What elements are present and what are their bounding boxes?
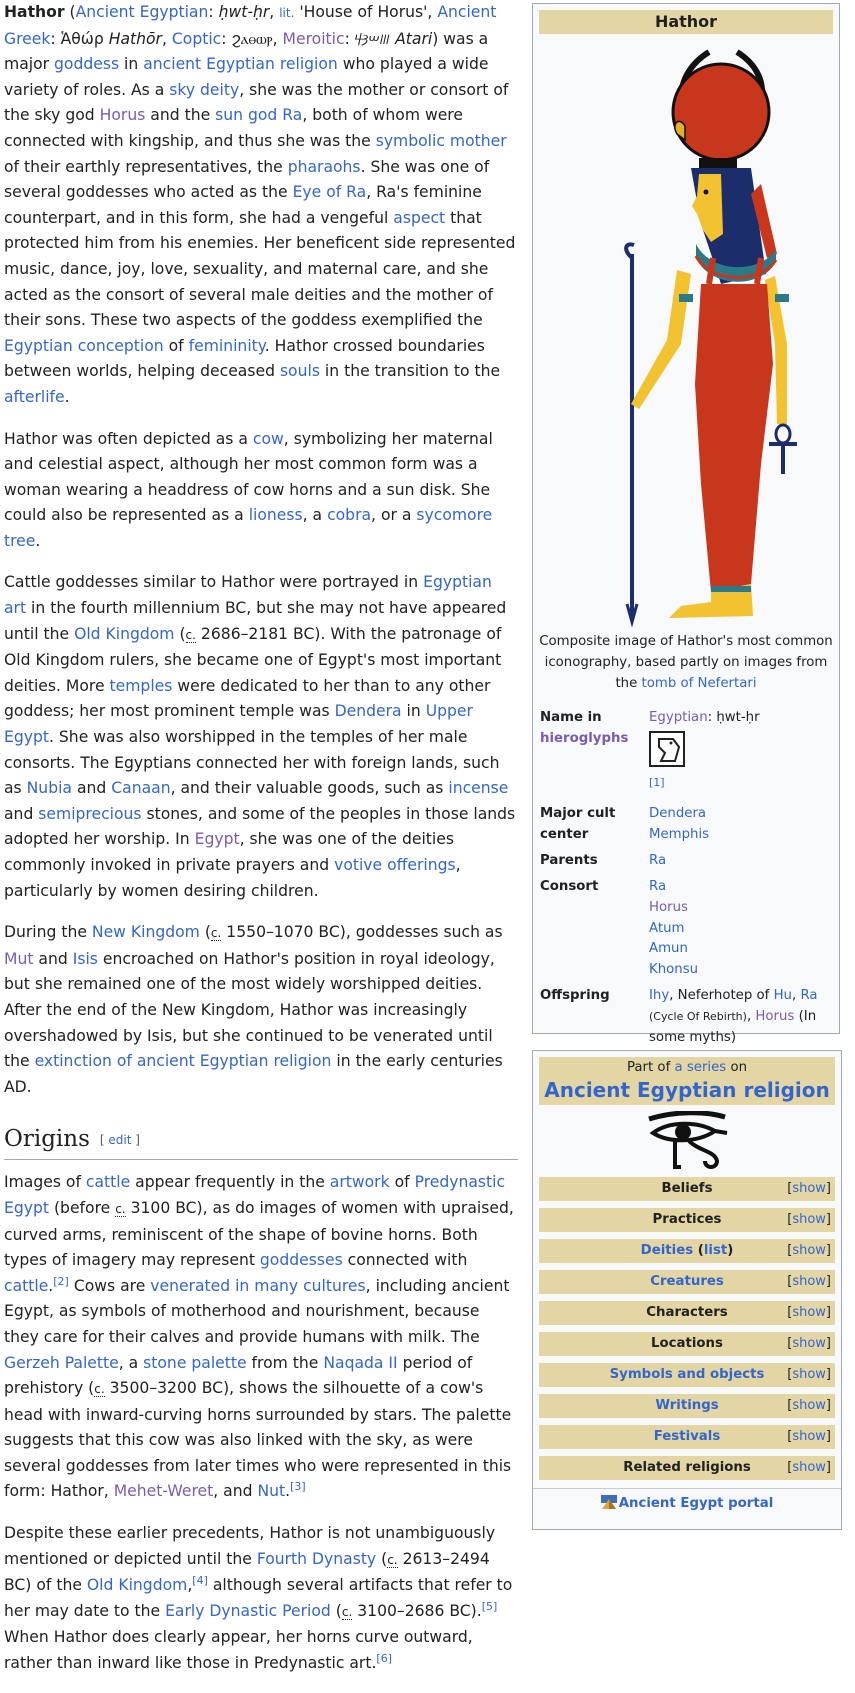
link-semiprecious[interactable]: semiprecious bbox=[38, 804, 142, 823]
link-ra-consort[interactable]: Ra bbox=[649, 879, 667, 894]
paragraph-new-kingdom bbox=[4, 920, 518, 1100]
meroitic-name: 𐦤𐦫𐦯𐦢 bbox=[354, 29, 391, 48]
link-artwork[interactable]: artwork bbox=[329, 1173, 390, 1192]
circa-abbr: c. bbox=[210, 926, 222, 941]
text: of bbox=[389, 1173, 415, 1192]
text: Part of bbox=[626, 1060, 675, 1075]
show-link[interactable]: show bbox=[792, 1336, 826, 1351]
link-atum[interactable]: Atum bbox=[649, 920, 685, 936]
section-symbols[interactable] bbox=[539, 1363, 835, 1387]
link-mehet-weret[interactable]: Mehet-Weret bbox=[113, 1482, 214, 1501]
text: , bbox=[161, 29, 172, 48]
bracket: ] bbox=[131, 1133, 140, 1148]
show-toggle[interactable] bbox=[787, 1363, 831, 1387]
show-link[interactable]: show bbox=[792, 1460, 826, 1475]
section-creatures[interactable] bbox=[539, 1270, 835, 1294]
text: period of prehistory ( bbox=[4, 1353, 473, 1398]
text: 3100 BC), as do images of women with upraised, curved arms, reminiscent of the shape of bovine horns. Both types of imagery may represent bbox=[4, 1198, 514, 1270]
row-value bbox=[649, 804, 839, 846]
bracket: ] bbox=[825, 1429, 831, 1444]
portal-row bbox=[533, 1488, 841, 1511]
text: , symbolizing her maternal and celestial aspect, although her most common form was a woman wearing a headdress of cow horns and a sun disk. She could also be represented as a bbox=[4, 429, 493, 525]
link-ancient-egyptian[interactable]: Ancient Egyptian bbox=[75, 3, 209, 21]
link-femininity[interactable]: femininity bbox=[188, 336, 265, 355]
link-canaan[interactable]: Canaan bbox=[111, 779, 171, 798]
text: Cows are bbox=[68, 1276, 151, 1295]
show-toggle[interactable] bbox=[787, 1425, 831, 1449]
article-body bbox=[4, 0, 518, 1693]
text: , Ra's feminine counterpart, and in this form, she had a vengeful bbox=[4, 183, 482, 227]
infobox bbox=[532, 3, 840, 1045]
text: in bbox=[401, 702, 426, 721]
circa-abbr: c. bbox=[341, 1604, 353, 1619]
show-toggle[interactable] bbox=[787, 1270, 831, 1294]
bracket: ] bbox=[825, 1398, 831, 1413]
edit-link[interactable]: edit bbox=[108, 1133, 132, 1148]
text: although several artifacts that refer to her may date to the bbox=[4, 1576, 513, 1620]
section-writings[interactable] bbox=[539, 1394, 835, 1418]
link-naqada[interactable]: Naqada II bbox=[323, 1353, 398, 1372]
bracket: ] bbox=[825, 1336, 831, 1351]
heading-text: Origins bbox=[4, 1126, 90, 1153]
paragraph-origins-1 bbox=[4, 1170, 518, 1505]
link-lit[interactable]: lit. bbox=[279, 6, 295, 20]
link-hu[interactable]: Hu bbox=[773, 987, 792, 1003]
bracket: ] bbox=[825, 1460, 831, 1475]
transliteration: ḥwt-ḥr bbox=[218, 3, 270, 21]
show-link[interactable]: show bbox=[792, 1274, 826, 1289]
link-ra-offspring[interactable]: Ra bbox=[800, 987, 818, 1003]
circa-abbr: c. bbox=[387, 1552, 398, 1567]
row-parents bbox=[533, 851, 839, 872]
link-cow[interactable]: cow bbox=[252, 429, 284, 448]
section-label: Beliefs bbox=[661, 1181, 713, 1196]
show-link[interactable]: show bbox=[792, 1429, 826, 1444]
link-sycomore[interactable]: sycomore tree bbox=[4, 506, 493, 550]
link-horus-offspring[interactable]: Horus bbox=[755, 1008, 795, 1024]
text: ( bbox=[64, 3, 76, 21]
text: 2686–2181 BC). With the patronage of Old Kingdom rulers, she became one of Egypt's most important deities. More bbox=[4, 624, 502, 695]
text: ( bbox=[693, 1243, 704, 1258]
text: During the bbox=[4, 923, 92, 942]
row-value bbox=[649, 708, 839, 799]
link-old-kingdom-2[interactable]: Old Kingdom bbox=[86, 1576, 188, 1595]
infobox-rows bbox=[533, 708, 839, 1048]
text: , she was the mother or consort of the sky god bbox=[4, 80, 509, 125]
show-toggle[interactable] bbox=[787, 1394, 831, 1418]
circa-abbr: c. bbox=[94, 1382, 105, 1397]
link-pharaohs[interactable]: pharaohs bbox=[287, 157, 361, 176]
row-label: Major cult center bbox=[540, 806, 616, 842]
text: Images of bbox=[4, 1173, 86, 1192]
sidebar-header bbox=[539, 1057, 835, 1105]
link-lioness[interactable]: lioness bbox=[248, 506, 303, 525]
coptic-name: ϩⲁⲑⲱⲣ bbox=[231, 29, 273, 48]
value-text: , bbox=[746, 1008, 756, 1024]
show-toggle[interactable] bbox=[787, 1239, 831, 1263]
row-label bbox=[540, 708, 645, 750]
text: : bbox=[208, 3, 219, 21]
show-link[interactable]: show bbox=[792, 1398, 826, 1413]
section-characters[interactable] bbox=[539, 1301, 835, 1325]
bracket: ] bbox=[825, 1212, 831, 1227]
row-label: Consort bbox=[540, 879, 599, 894]
show-link[interactable]: show bbox=[792, 1367, 826, 1382]
row-value bbox=[649, 877, 839, 981]
link-egypt[interactable]: Egypt bbox=[194, 830, 240, 849]
section-festivals[interactable] bbox=[539, 1425, 835, 1449]
paragraph-origins-2 bbox=[4, 1521, 518, 1677]
link-ancient-egypt-portal[interactable]: Ancient Egypt portal bbox=[618, 1496, 774, 1511]
row-value bbox=[649, 851, 839, 872]
link-deities-list[interactable]: list bbox=[703, 1243, 728, 1258]
hathor-image[interactable] bbox=[561, 44, 811, 628]
link-amun[interactable]: Amun bbox=[649, 941, 688, 957]
text: . She was one of several goddesses who acted as the bbox=[4, 157, 490, 202]
link-tomb-of-nefertari[interactable]: tomb of Nefertari bbox=[641, 675, 757, 691]
circa-abbr: c. bbox=[115, 1201, 126, 1216]
bracket: ] bbox=[825, 1305, 831, 1320]
text: Cattle goddesses similar to Hathor were portrayed in bbox=[4, 573, 424, 592]
text: ) was a major bbox=[4, 29, 489, 74]
link-mut[interactable]: Mut bbox=[4, 949, 34, 968]
link-symbolic-mother[interactable]: symbolic mother bbox=[375, 131, 507, 150]
show-toggle[interactable] bbox=[787, 1332, 831, 1356]
link-venerated[interactable]: venerated in many cultures bbox=[150, 1276, 366, 1295]
section-label: Locations bbox=[651, 1336, 723, 1351]
link-egyptian-art[interactable]: Egyptian art bbox=[4, 573, 492, 618]
ref-1[interactable]: [1] bbox=[649, 775, 665, 789]
paragraph-history bbox=[4, 570, 518, 904]
link-eye-of-ra[interactable]: Eye of Ra bbox=[292, 183, 367, 202]
circa-abbr: c. bbox=[185, 627, 196, 642]
link-sun-god-ra[interactable]: sun god Ra bbox=[215, 106, 303, 125]
text: , bbox=[269, 3, 280, 21]
text: ( bbox=[330, 1601, 342, 1620]
ref-3[interactable]: [3] bbox=[290, 1480, 306, 1494]
paragraph-depiction bbox=[4, 427, 518, 555]
show-link[interactable]: show bbox=[792, 1212, 826, 1227]
link-a-series[interactable]: a series bbox=[674, 1060, 727, 1075]
bracket: ] bbox=[825, 1243, 831, 1258]
pyramid-icon bbox=[601, 1495, 617, 1509]
link-hieroglyphs[interactable]: hieroglyphs bbox=[540, 731, 629, 747]
bracket: ] bbox=[825, 1367, 831, 1382]
ref-4[interactable]: [4] bbox=[192, 1574, 208, 1588]
link-dendera[interactable]: Dendera bbox=[334, 702, 402, 721]
text: were dedicated to her than to any other goddess; her most prominent temple was bbox=[4, 676, 491, 721]
text: , bbox=[187, 1576, 193, 1595]
text: appear frequently in the bbox=[130, 1173, 330, 1192]
link-predynastic[interactable]: Predynastic Egypt bbox=[4, 1173, 506, 1217]
link-creatures[interactable]: Creatures bbox=[650, 1274, 724, 1289]
row-label: Offspring bbox=[540, 987, 610, 1003]
text: and bbox=[71, 779, 112, 798]
text: , and their valuable goods, such as bbox=[170, 779, 449, 798]
link-meroitic[interactable]: Meroitic bbox=[282, 29, 345, 48]
text: on bbox=[726, 1060, 748, 1075]
link-souls[interactable]: souls bbox=[279, 362, 320, 381]
link-votive-offerings[interactable]: votive offerings bbox=[334, 856, 456, 874]
section-practices[interactable] bbox=[539, 1208, 835, 1232]
link-goddesses[interactable]: goddesses bbox=[259, 1251, 343, 1270]
text: 2613–2494 BC) of the bbox=[4, 1549, 490, 1595]
text: Despite these earlier precedents, Hathor is not unambiguously mentioned or depicted until the bbox=[4, 1524, 496, 1568]
link-dendera-ib[interactable]: Dendera bbox=[649, 806, 707, 822]
show-toggle[interactable] bbox=[787, 1456, 831, 1480]
ref-5[interactable]: [5] bbox=[481, 1599, 498, 1613]
bracket: [ bbox=[787, 1243, 793, 1258]
link-egyptian[interactable]: Egyptian bbox=[649, 710, 708, 726]
bracket: [ bbox=[787, 1429, 793, 1444]
show-toggle[interactable] bbox=[787, 1301, 831, 1325]
sidebar-sections bbox=[533, 1177, 841, 1480]
text: encroached on Hathor's position in royal ideology, but she remained one of the most widely worshipped deities. After the end of the New Kingdom, Hathor was increasingly overshadowed by Isis, but she continued to be venerated until the bbox=[4, 949, 495, 1071]
text: When Hathor does clearly appear, her horns curve outward, rather than inward like those in Predynastic art. bbox=[4, 1628, 473, 1673]
text: . bbox=[64, 387, 70, 406]
text: from the bbox=[246, 1353, 324, 1372]
value-text: : ḥwt-ḥr bbox=[707, 710, 760, 726]
infobox-caption bbox=[533, 632, 839, 694]
link-horus[interactable]: Horus bbox=[99, 106, 146, 125]
edit-section bbox=[100, 1133, 140, 1147]
value-text: (In some myths) bbox=[649, 1008, 817, 1045]
link-sky-deity[interactable]: sky deity bbox=[169, 80, 240, 99]
text: of bbox=[163, 336, 189, 355]
link-cattle-2[interactable]: cattle bbox=[4, 1276, 49, 1295]
link-cattle[interactable]: cattle bbox=[85, 1173, 131, 1192]
link-new-kingdom[interactable]: New Kingdom bbox=[91, 923, 200, 942]
link-ra-parent[interactable]: Ra bbox=[649, 853, 667, 869]
link-festivals[interactable]: Festivals bbox=[653, 1429, 721, 1444]
bracket: [ bbox=[787, 1212, 793, 1227]
row-major-cult-center bbox=[533, 804, 839, 846]
bracket: ] bbox=[825, 1274, 831, 1289]
section-beliefs[interactable] bbox=[539, 1177, 835, 1201]
ref-6[interactable]: [6] bbox=[376, 1651, 393, 1665]
text: connected with bbox=[342, 1251, 468, 1270]
value-text: , Neferhotep of bbox=[669, 987, 774, 1003]
text: stones, and some of the peoples in those lands adopted her worship. In bbox=[4, 804, 516, 849]
link-temples[interactable]: temples bbox=[109, 676, 173, 695]
greek-transliteration: Hathōr bbox=[108, 29, 162, 48]
text: , a bbox=[118, 1353, 144, 1372]
text: in the transition to the bbox=[319, 362, 501, 381]
link-writings[interactable]: Writings bbox=[655, 1398, 719, 1413]
value-small: (Cycle Of Rebirth) bbox=[649, 1009, 747, 1023]
link-ihy[interactable]: Ihy bbox=[649, 987, 670, 1003]
text: 1550–1070 BC), goddesses such as bbox=[221, 923, 503, 942]
section-label: Characters bbox=[646, 1305, 728, 1320]
show-toggle[interactable] bbox=[787, 1177, 831, 1201]
text: ( bbox=[174, 624, 186, 643]
link-aspect[interactable]: aspect bbox=[393, 208, 446, 227]
text: ( bbox=[199, 923, 211, 942]
value-text: , bbox=[792, 987, 801, 1003]
text: 3100–2686 BC). bbox=[352, 1601, 482, 1620]
intro-paragraph bbox=[4, 0, 518, 411]
link-memphis[interactable]: Memphis bbox=[649, 827, 710, 842]
text: , or a bbox=[371, 506, 417, 525]
bracket: [ bbox=[787, 1336, 793, 1351]
ref-2[interactable]: [2] bbox=[53, 1274, 69, 1288]
text: in bbox=[119, 55, 144, 74]
text: 3500–3200 BC), shows the silhouette of a cow's head with inward-curving horns surrounded by stars. The palette suggests that this cow was also linked with the sky, as were several goddesses from later times who were represented in this form: Hathor, bbox=[4, 1379, 512, 1501]
link-deities[interactable]: Deities bbox=[640, 1243, 694, 1258]
link-symbols[interactable]: Symbols and objects bbox=[609, 1367, 765, 1382]
label-text: Name in bbox=[540, 710, 602, 726]
link-extinction[interactable]: extinction of ancient Egyptian religion bbox=[34, 1052, 332, 1071]
section-label: Practices bbox=[652, 1212, 722, 1227]
infobox-title: Hathor bbox=[539, 10, 833, 34]
bracket: [ bbox=[787, 1398, 793, 1413]
link-egyptian-conception[interactable]: Egyptian conception bbox=[4, 336, 164, 355]
meroitic-transliteration: Atari bbox=[395, 29, 433, 48]
link-incense[interactable]: incense bbox=[448, 779, 509, 798]
section-locations[interactable] bbox=[539, 1332, 835, 1356]
link-goddess[interactable]: goddess bbox=[54, 55, 120, 74]
text: ( bbox=[376, 1549, 388, 1568]
text: 'House of Horus', bbox=[294, 3, 438, 21]
link-coptic[interactable]: Coptic bbox=[171, 29, 222, 48]
link-khonsu[interactable]: Khonsu bbox=[649, 962, 699, 978]
hieroglyph-icon bbox=[649, 731, 685, 767]
series-sidebar bbox=[532, 1050, 842, 1530]
link-horus-consort[interactable]: Horus bbox=[649, 899, 688, 915]
text: , a bbox=[302, 506, 328, 525]
text: in the early centuries AD. bbox=[4, 1052, 503, 1096]
article-subject: Hathor bbox=[4, 3, 65, 21]
greek-name: Ἁθώρ bbox=[60, 29, 104, 48]
caption-text: Composite image of Hathor's most common iconography, based partly on images from the bbox=[539, 634, 833, 691]
link-upper-egypt[interactable]: Upper Egypt bbox=[4, 702, 473, 747]
section-label: Related religions bbox=[623, 1460, 751, 1475]
show-link[interactable]: show bbox=[792, 1243, 826, 1258]
text: , particularly by women desiring children. bbox=[4, 856, 461, 900]
link-nubia[interactable]: Nubia bbox=[26, 779, 72, 798]
sidebar-title-link[interactable]: Ancient Egyptian religion bbox=[544, 1078, 830, 1102]
link-religion[interactable]: ancient Egyptian religion bbox=[143, 55, 338, 74]
show-toggle[interactable] bbox=[787, 1208, 831, 1232]
text: of their earthly representatives, the bbox=[4, 157, 288, 176]
text: : bbox=[344, 29, 355, 48]
link-cobra[interactable]: cobra bbox=[327, 506, 372, 525]
link-isis[interactable]: Isis bbox=[72, 949, 98, 968]
text: . bbox=[48, 1276, 54, 1295]
link-fourth-dynasty[interactable]: Fourth Dynasty bbox=[256, 1549, 377, 1568]
text: and the bbox=[145, 106, 216, 125]
section-related-religions[interactable] bbox=[539, 1456, 835, 1480]
text: that protected him from his enemies. Her beneficent side represented music, dance, joy, love, sexuality, and maternal care, and she acted as the consort of several male deities and the mother of their sons. These two aspects of the goddess exemplified the bbox=[4, 208, 516, 330]
row-name-in-hieroglyphs bbox=[533, 708, 839, 799]
text: ) bbox=[727, 1243, 734, 1258]
row-offspring bbox=[533, 986, 839, 1048]
text: : bbox=[221, 29, 232, 48]
bracket: [ bbox=[787, 1460, 793, 1475]
link-ancient-greek[interactable]: Ancient Greek bbox=[4, 3, 497, 48]
text: and bbox=[33, 949, 73, 968]
bracket: [ bbox=[787, 1274, 793, 1289]
link-gerzeh[interactable]: Gerzeh Palette bbox=[4, 1353, 119, 1372]
link-afterlife[interactable]: afterlife bbox=[4, 387, 65, 406]
section-heading-origins bbox=[4, 1124, 518, 1160]
text: Hathor was often depicted as a bbox=[4, 429, 253, 448]
bracket: ] bbox=[825, 1181, 831, 1196]
text: , she was one of the deities commonly invoked in private prayers and bbox=[4, 830, 454, 874]
row-label: Parents bbox=[540, 853, 598, 869]
row-value bbox=[649, 986, 839, 1048]
text: (before bbox=[49, 1198, 116, 1217]
text: in the fourth millennium BC, but she may not have appeared until the bbox=[4, 599, 507, 643]
link-nut[interactable]: Nut bbox=[257, 1482, 286, 1501]
text: : bbox=[50, 29, 61, 48]
text: , both of whom were connected with kingship, and thus she was the bbox=[4, 106, 463, 150]
show-link[interactable]: show bbox=[792, 1181, 826, 1196]
text: , and bbox=[213, 1482, 258, 1501]
bracket: [ bbox=[787, 1181, 793, 1196]
bracket: [ bbox=[787, 1305, 793, 1320]
link-old-kingdom[interactable]: Old Kingdom bbox=[74, 624, 175, 643]
section-deities[interactable] bbox=[539, 1239, 835, 1263]
text: . bbox=[285, 1482, 291, 1501]
link-early-dynastic[interactable]: Early Dynastic Period bbox=[165, 1601, 331, 1620]
bracket: [ bbox=[99, 1133, 109, 1148]
eye-of-horus-icon[interactable] bbox=[645, 1111, 729, 1171]
sidebar-pretitle bbox=[539, 1059, 835, 1077]
link-stone-palette[interactable]: stone palette bbox=[143, 1353, 247, 1372]
text: . She was also worshipped in the temples of her male consorts. The Egyptians connected her with foreign lands, such as bbox=[4, 728, 500, 798]
show-link[interactable]: show bbox=[792, 1305, 826, 1320]
text: . Hathor crossed boundaries between worlds, helping deceased bbox=[4, 336, 485, 381]
text: and bbox=[4, 804, 39, 823]
bracket: [ bbox=[787, 1367, 793, 1382]
text: , bbox=[272, 29, 283, 48]
text: who played a wide variety of roles. As a bbox=[4, 55, 489, 99]
row-consort bbox=[533, 877, 839, 981]
text: . bbox=[35, 531, 41, 550]
text: , including ancient Egypt, as symbols of motherhood and nourishment, because they care for their calves and provide humans with milk. The bbox=[4, 1276, 510, 1346]
